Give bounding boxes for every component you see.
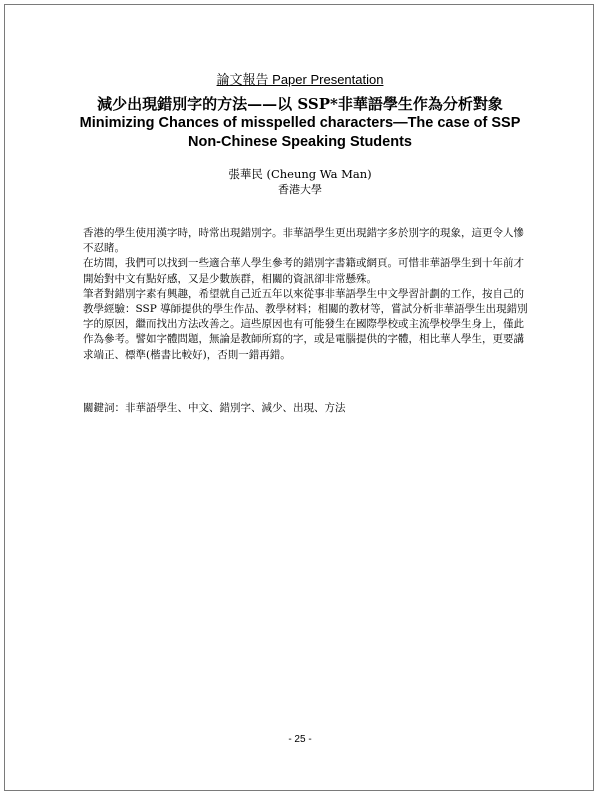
page-number: - 25 - bbox=[288, 734, 312, 745]
abstract-body bbox=[83, 226, 529, 363]
title-chinese: 減少出現錯別字的方法——以 SSP*非華語學生作為分析對象 bbox=[97, 95, 503, 113]
title-english-line-2: Non-Chinese Speaking Students bbox=[188, 134, 412, 150]
title-english bbox=[0, 114, 600, 152]
author-name: 張華民 (Cheung Wa Man) bbox=[228, 167, 372, 181]
abstract-paragraph-2: 在坊間，我們可以找到一些適合華人學生參考的錯別字書籍或網頁。可惜非華語學生到十年前才開始對中文有點好感，又是少數族群，相關的資訊卻非常懸殊。 bbox=[83, 257, 524, 285]
section-header: 論文報告 Paper Presentation bbox=[216, 72, 384, 87]
author-affiliation: 香港大學 bbox=[278, 183, 322, 196]
keywords-line: 關鍵詞：非華語學生、中文、錯別字、減少、出現、方法 bbox=[83, 402, 346, 414]
abstract-paragraph-3: 筆者對錯別字素有興趣，希望就自己近五年以來從事非華語學生中文學習計劃的工作，按自己的教學經驗：SSP 導師提供的學生作品、教學材料；相關的教材等，嘗試分析非華語學生出現錯別字的原因，繼而找出方法改善之。這些原因也有可能發生在國際學校或主流學校學生身上，僅此作為參考。譬如字體問題，無論是教師所寫的字，或是電腦提供的字體，相比華人學生，更要講求端正、標準(楷書比較好)，否則一錯再錯。 bbox=[83, 287, 528, 361]
title-english-line-1: Minimizing Chances of misspelled characters—The case of SSP bbox=[79, 115, 521, 131]
abstract-paragraph-1: 香港的學生使用漢字時，時常出現錯別字。非華語學生更出現錯字多於別字的現象，這更令人慘不忍睹。 bbox=[83, 227, 524, 255]
